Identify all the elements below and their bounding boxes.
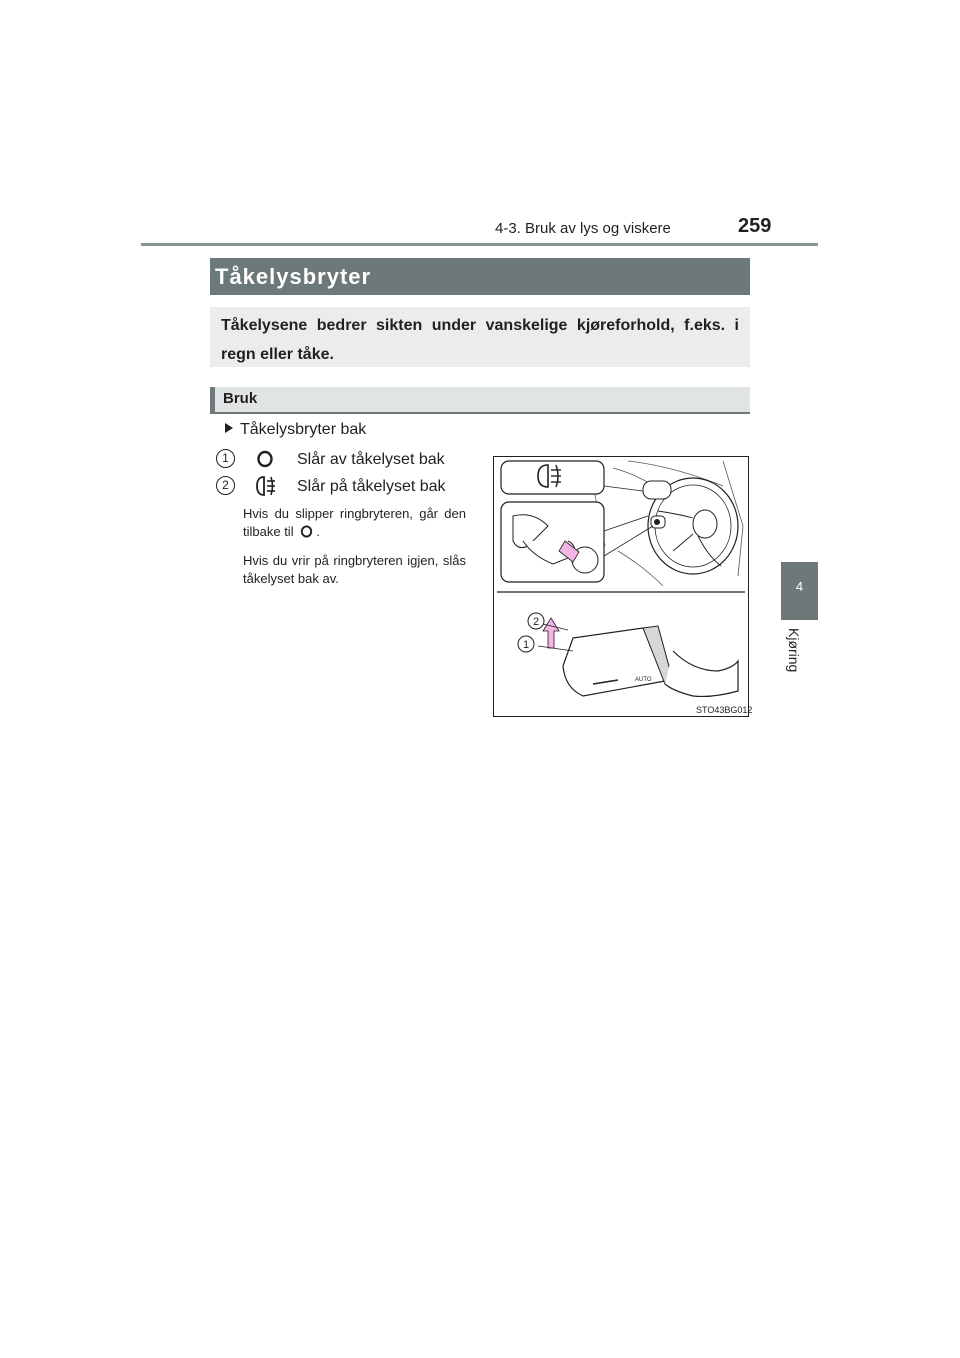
chapter-label: Kjøring — [786, 628, 802, 673]
page-title: Tåkelysbryter — [215, 264, 372, 289]
page-number: 259 — [738, 215, 772, 237]
item-number-2: 2 — [216, 476, 235, 495]
rear-fog-off-icon — [256, 450, 274, 468]
item-text-2: Slår på tåkelyset bak — [297, 478, 446, 495]
rear-fog-off-inline-icon — [300, 525, 313, 538]
subheading: Bruk — [223, 390, 258, 407]
callout-2: 2 — [532, 616, 540, 628]
page-title-bar — [210, 258, 750, 295]
chapter-tab: 4 — [781, 562, 818, 620]
note-turn-again: Hvis du vrir på ringbryteren igjen, slås tåkelyset bak av. — [243, 553, 466, 586]
item-text-1: Slår av tåkelyset bak — [297, 451, 445, 468]
auto-label: AUTO — [635, 677, 652, 683]
note-release-end: . — [316, 524, 320, 539]
intro-text: Tåkelysene bedrer sikten under vanskelige kjøreforhold, f.eks. i regn eller tåke. — [210, 307, 750, 367]
fog-switch-illustration — [493, 456, 749, 717]
rear-fog-light-icon — [255, 475, 279, 497]
section-title: 4-3. Bruk av lys og viskere — [495, 220, 671, 237]
subheading-bar — [210, 387, 750, 414]
illustration-drawing — [493, 456, 749, 717]
note-release-text: Hvis du slipper ringbryteren, går den tilbake til — [243, 506, 466, 539]
triangle-bullet-icon — [225, 423, 233, 433]
bullet-item — [225, 421, 366, 439]
note-release — [243, 505, 466, 541]
illustration-code: STO43BG012 — [696, 705, 753, 715]
subheading-accent — [210, 387, 215, 412]
bullet-text: Tåkelysbryter bak — [240, 421, 367, 438]
item-number-1: 1 — [216, 449, 235, 468]
callout-1: 1 — [522, 639, 530, 651]
chapter-label-container — [770, 628, 830, 688]
header-divider — [141, 243, 818, 246]
